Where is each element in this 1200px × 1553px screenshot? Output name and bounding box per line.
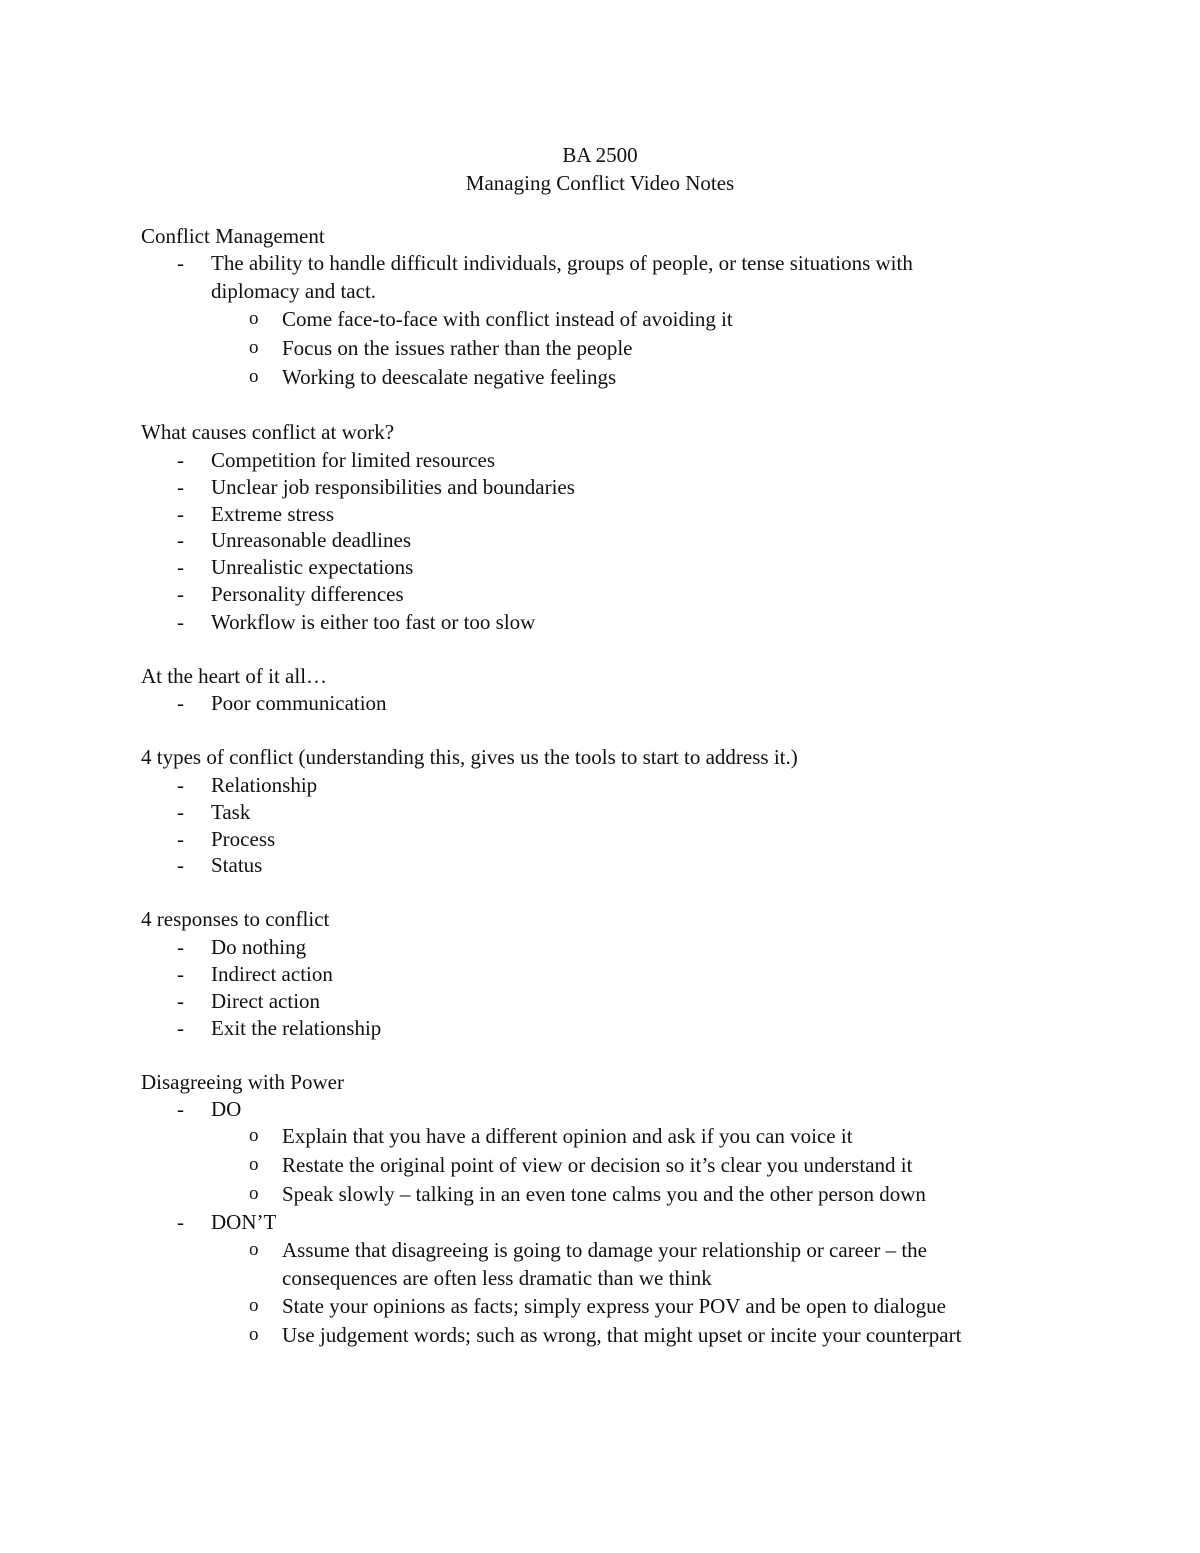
sublist-item: Use judgement words; such as wrong, that might upset or incite your counterpart [282,1323,962,1347]
list-item: Unreasonable deadlines [211,528,412,552]
list-item: The ability to handle difficult individuals, groups of people, or tense situations with [211,251,913,275]
list-item: Extreme stress [211,502,335,526]
list-item: Do nothing [211,935,307,959]
list-marker: - [177,582,184,606]
section-heading-types: 4 types of conflict (understanding this, gives us the tools to start to address it.) [141,745,798,769]
section-heading-conflict-management: Conflict Management [141,224,325,248]
document-title: Managing Conflict Video Notes [465,171,735,195]
list-marker: - [177,502,184,526]
sublist-item: Focus on the issues rather than the people [282,336,633,360]
list-item-continuation: diplomacy and tact. [211,279,377,303]
sublist-marker: o [249,1154,259,1175]
sublist-item: Working to deescalate negative feelings [282,365,617,389]
list-item: Status [211,853,263,877]
list-marker: - [177,610,184,634]
list-item: Unclear job responsibilities and boundaries [211,475,575,499]
section-heading-heart: At the heart of it all… [141,664,328,688]
list-marker: - [177,691,184,715]
sublist-item: Speak slowly – talking in an even tone calms you and the other person down [282,1182,926,1206]
list-item-do: DO [211,1097,242,1121]
list-item: Task [211,800,251,824]
section-heading-responses: 4 responses to conflict [141,907,330,931]
section-heading-causes: What causes conflict at work? [141,420,395,444]
list-item: Unrealistic expectations [211,555,414,579]
list-marker: - [177,827,184,851]
list-marker: - [177,773,184,797]
list-marker: - [177,1210,184,1234]
list-marker: - [177,853,184,877]
list-item: Workflow is either too fast or too slow [211,610,536,634]
sublist-item: Explain that you have a different opinion and ask if you can voice it [282,1124,853,1148]
sublist-marker: o [249,1324,259,1345]
list-marker: - [177,935,184,959]
list-marker: - [177,528,184,552]
list-marker: - [177,989,184,1013]
course-code: BA 2500 [562,143,638,167]
section-heading-disagreeing: Disagreeing with Power [141,1070,344,1094]
list-marker: - [177,555,184,579]
list-marker: - [177,1097,184,1121]
list-marker: - [177,1016,184,1040]
sublist-marker: o [249,1239,259,1260]
sublist-marker: o [249,1125,259,1146]
sublist-item: State your opinions as facts; simply express your POV and be open to dialogue [282,1294,946,1318]
sublist-marker: o [249,1183,259,1204]
list-item: Poor communication [211,691,387,715]
list-item: Personality differences [211,582,404,606]
sublist-item-continuation: consequences are often less dramatic than we think [282,1266,712,1290]
list-item: Relationship [211,773,318,797]
list-item: Process [211,827,276,851]
sublist-marker: o [249,366,259,387]
list-marker: - [177,475,184,499]
list-item: Exit the relationship [211,1016,382,1040]
sublist-marker: o [249,308,259,329]
sublist-item: Restate the original point of view or decision so it’s clear you understand it [282,1153,913,1177]
list-item: Direct action [211,989,321,1013]
sublist-marker: o [249,1295,259,1316]
sublist-item: Assume that disagreeing is going to damage your relationship or career – the [282,1238,927,1262]
list-item: Competition for limited resources [211,448,496,472]
sublist-marker: o [249,337,259,358]
list-item: Indirect action [211,962,333,986]
list-marker: - [177,448,184,472]
list-marker: - [177,800,184,824]
sublist-item: Come face-to-face with conflict instead of avoiding it [282,307,733,331]
list-item-dont: DON’T [211,1210,277,1234]
list-marker: - [177,251,184,275]
list-marker: - [177,962,184,986]
